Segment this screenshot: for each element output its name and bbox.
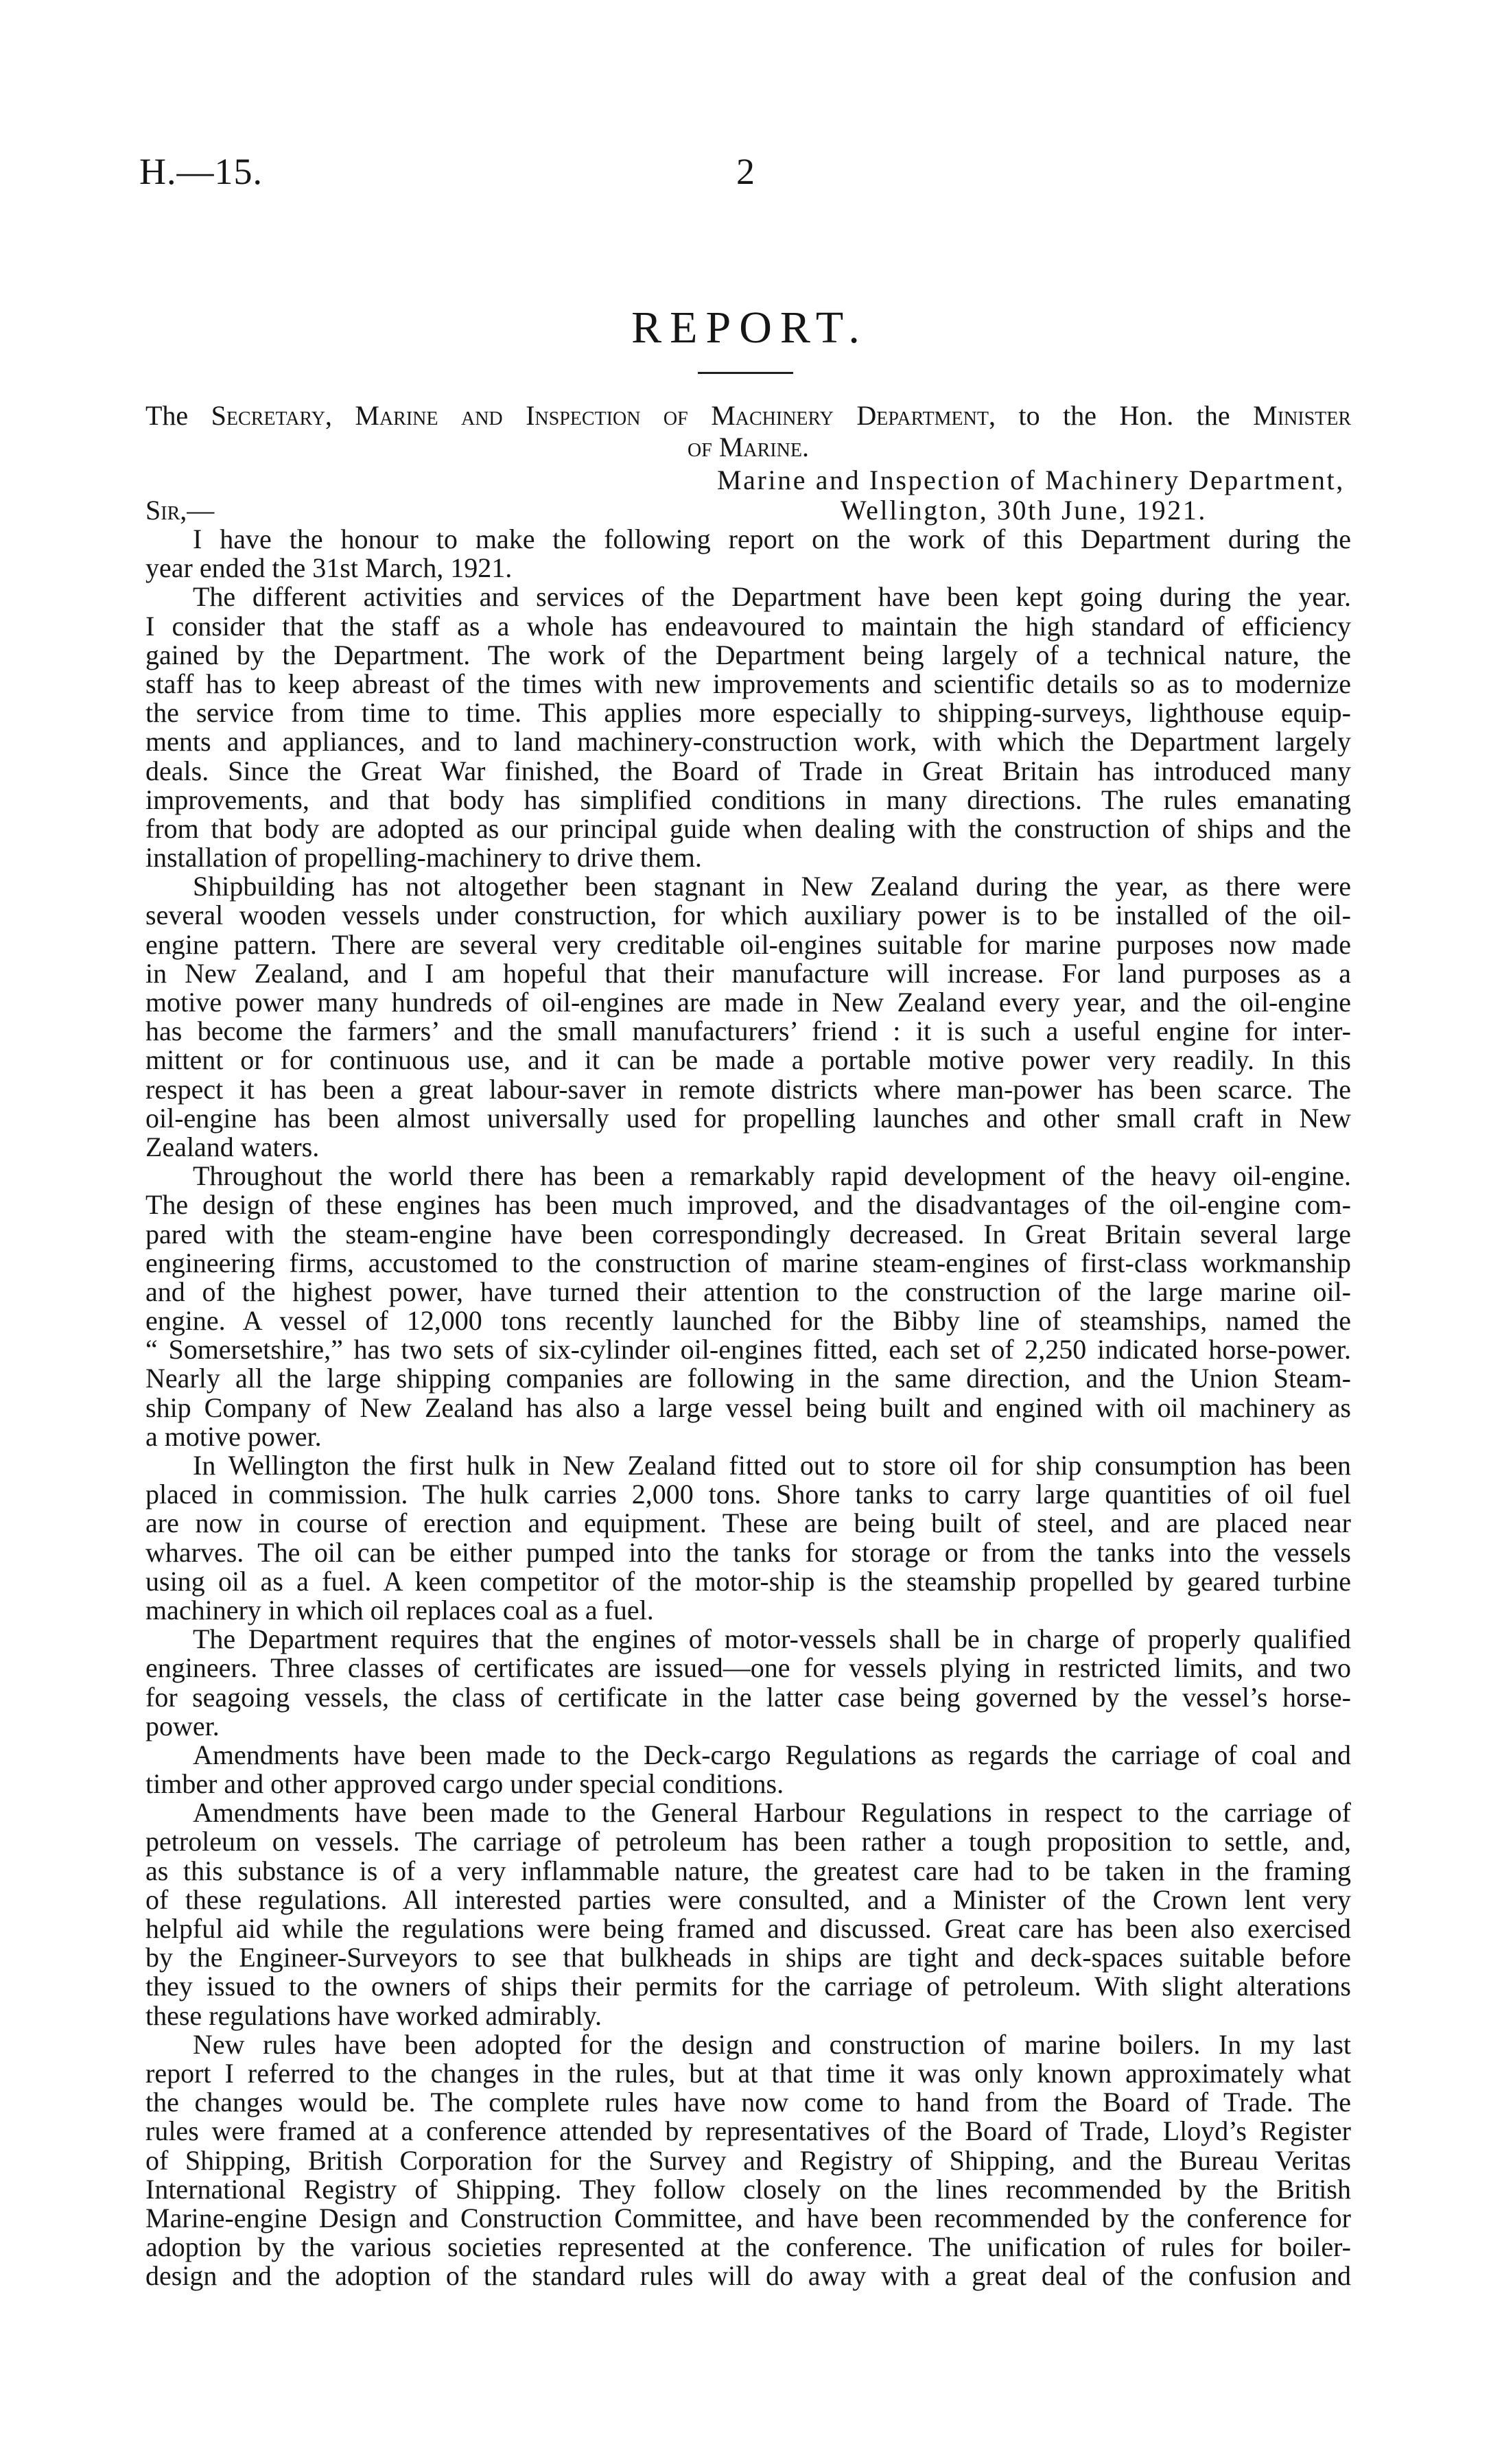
body-line: mittent or for continuous use, and it can be made a portable motive power very readily. In this [145, 1044, 1351, 1076]
body-line: for seagoing vessels, the class of certificate in the latter case being governed by the vessel’s horse- [145, 1681, 1351, 1713]
body-line: I have the honour to make the following report on the work of this Department during the [193, 524, 1351, 554]
body-paragraph [145, 525, 1351, 583]
body-line: ments and appliances, and to land machinery-construction work, with which the Department largely [145, 726, 1351, 758]
body-paragraph [145, 1451, 1351, 1625]
body-line: using oil as a fuel. A keen competitor of the motor-ship is the steamship propelled by geared turbine [145, 1565, 1351, 1597]
address-from: Secretary, Marine and Inspection of Machinery Department, [211, 400, 996, 431]
body-line: the service from time to time. This applies more especially to shipping-surveys, lighthouse equip- [145, 697, 1351, 729]
body-line: ship Company of New Zealand has also a large vessel being built and engined with oil machinery as [145, 1392, 1351, 1423]
body-line: The design of these engines has been much improved, and the disadvantages of the oil-engine com- [145, 1189, 1351, 1221]
body-line: improvements, and that body has simplified conditions in many directions. The rules emanating [145, 784, 1351, 815]
page-number: 2 [736, 151, 755, 192]
body-line: power. [145, 1710, 220, 1741]
body-line: the changes would be. The complete rules have now come to hand from the Board of Trade. The [145, 2087, 1351, 2118]
body-line: deals. Since the Great War finished, the Board of Trade in Great Britain has introduced many [145, 755, 1351, 786]
body-line: New rules have been adopted for the design and construction of marine boilers. In my last [193, 2028, 1351, 2060]
body-line: respect it has been a great labour-saver in remote districts where man-power has been scarce. The [145, 1073, 1351, 1105]
body-line: design and the adoption of the standard rules will do away with a great deal of the confusion and [145, 2260, 1351, 2292]
title-rule [698, 372, 793, 374]
body-line: by the Engineer-Surveyors to see that bulkheads in ships are tight and deck-spaces suitable before [145, 1942, 1351, 1973]
body-line: engineers. Three classes of certificates are issued—one for vessels plying in restricted limits, and two [145, 1652, 1351, 1684]
body-line: engine pattern. There are several very creditable oil-engines suitable for marine purposes now made [145, 928, 1351, 960]
body-line: in New Zealand, and I am hopeful that their manufacture will increase. For land purposes as a [145, 957, 1351, 989]
body-line: motive power many hundreds of oil-engines are made in New Zealand every year, and the oil-engine [145, 987, 1351, 1018]
body-paragraph [145, 1625, 1351, 1741]
body-line: oil-engine has been almost universally used for propelling launches and other small craft in New [145, 1102, 1351, 1134]
body-line: “ Somersetshire,” has two sets of six-cylinder oil-engines fitted, each set of 2,250 indicated horse-power. [145, 1334, 1351, 1365]
address-line [145, 401, 1351, 430]
body-line: The Department requires that the engines of motor-vessels shall be in charge of properly qualified [193, 1623, 1351, 1655]
body-line: engineering firms, accustomed to the construction of marine steam-engines of first-class workmanship [145, 1247, 1351, 1278]
body-line: staff has to keep abreast of the times with new improvements and scientific details so as to modernize [145, 668, 1351, 699]
body-paragraph [145, 1162, 1351, 1451]
address-line-continued: of Marine. [688, 432, 809, 462]
body-line: adoption by the various societies represented at the conference. The unification of rules for boiler- [145, 2231, 1351, 2263]
series-number: H.—15. [139, 151, 263, 192]
body-line: of Shipping, British Corporation for the Survey and Registry of Shipping, and the Bureau Veritas [145, 2144, 1351, 2176]
body-line: a motive power. [145, 1420, 322, 1452]
body-line: report I referred to the changes in the rules, but at that time it was only known approximately what [145, 2057, 1351, 2089]
body-line: Throughout the world there has been a remarkably rapid development of the heavy oil-engine. [193, 1160, 1351, 1192]
body-paragraph [145, 1741, 1351, 1798]
address-to-title: Minister [1253, 400, 1352, 431]
body-line: rules were framed at a conference attended by representatives of the Board of Trade, Lloyd’s Register [145, 2115, 1351, 2147]
body-line: The different activities and services of the Department have been kept going during the year. [193, 581, 1351, 613]
body-line: are now in course of erection and equipment. These are being built of steel, and are placed near [145, 1507, 1351, 1539]
body-line: year ended the 31st March, 1921. [145, 552, 513, 584]
body-line: International Registry of Shipping. They follow closely on the lines recommended by the British [145, 2173, 1351, 2205]
body-line: installation of propelling-machinery to drive them. [145, 842, 702, 873]
sender-place-date: Wellington, 30th June, 1921. [841, 495, 1207, 526]
body-paragraph [145, 2030, 1351, 2291]
body-line: wharves. The oil can be either pumped into the tanks for storage or from the tanks into the vessels [145, 1536, 1351, 1568]
body-line: gained by the Department. The work of the Department being largely of a technical nature, the [145, 639, 1351, 670]
body-line: as this substance is of a very inflammable nature, the greatest care had to be taken in the framing [145, 1855, 1351, 1886]
body-line: engine. A vessel of 12,000 tons recently launched for the Bibby line of steamships, named the [145, 1305, 1351, 1337]
sender-department: Marine and Inspection of Machinery Department, [717, 465, 1345, 495]
body-line: timber and other approved cargo under special conditions. [145, 1768, 784, 1800]
body-line: of these regulations. All interested parties were consulted, and a Minister of the Crown lent very [145, 1884, 1351, 1915]
body-line: from that body are adopted as our principal guide when dealing with the construction of ships and the [145, 812, 1351, 844]
body-line: Zealand waters. [145, 1131, 320, 1162]
body-line: helpful aid while the regulations were being framed and discussed. Great care has been also exercised [145, 1913, 1351, 1944]
body-line: Amendments have been made to the Deck-cargo Regulations as regards the carriage of coal and [193, 1739, 1351, 1770]
body-line: Marine-engine Design and Construction Committee, and have been recommended by the conference for [145, 2202, 1351, 2233]
body-line: Amendments have been made to the General Harbour Regulations in respect to the carriage of [193, 1797, 1351, 1829]
body-line: these regulations have worked admirably. [145, 1999, 602, 2031]
body-line: has become the farmers’ and the small manufacturers’ friend : it is such a useful engine for inter- [145, 1016, 1351, 1047]
salutation: Sir,— [145, 495, 215, 526]
body-paragraph [145, 872, 1351, 1162]
address-opening: The [145, 400, 189, 431]
report-title: REPORT. [631, 303, 868, 353]
body-line: pared with the steam-engine have been correspondingly decreased. In Great Britain several large [145, 1218, 1351, 1249]
report-body [145, 525, 1351, 2290]
address-to-prefix: to the Hon. the [1018, 400, 1230, 431]
body-line: Shipbuilding has not altogether been stagnant in New Zealand during the year, as there were [193, 871, 1351, 902]
body-paragraph [145, 583, 1351, 872]
body-line: and of the highest power, have turned their attention to the construction of the large marine oil- [145, 1276, 1351, 1307]
body-line: petroleum on vessels. The carriage of petroleum has been rather a tough proposition to settle, and, [145, 1826, 1351, 1857]
body-paragraph [145, 1798, 1351, 2030]
body-line: placed in commission. The hulk carries 2,000 tons. Shore tanks to carry large quantities of oil fuel [145, 1479, 1351, 1510]
body-line: machinery in which oil replaces coal as a fuel. [145, 1594, 654, 1626]
body-line: several wooden vessels under construction, for which auxiliary power is to be installed of the oil- [145, 900, 1351, 931]
body-line: Nearly all the large shipping companies are following in the same direction, and the Union Steam- [145, 1363, 1351, 1394]
body-line: they issued to the owners of ships their permits for the carriage of petroleum. With slight alterations [145, 1971, 1351, 2002]
body-line: I consider that the staff as a whole has endeavoured to maintain the high standard of efficiency [145, 610, 1351, 642]
body-line: In Wellington the first hulk in New Zealand fitted out to store oil for ship consumption has been [193, 1450, 1351, 1481]
